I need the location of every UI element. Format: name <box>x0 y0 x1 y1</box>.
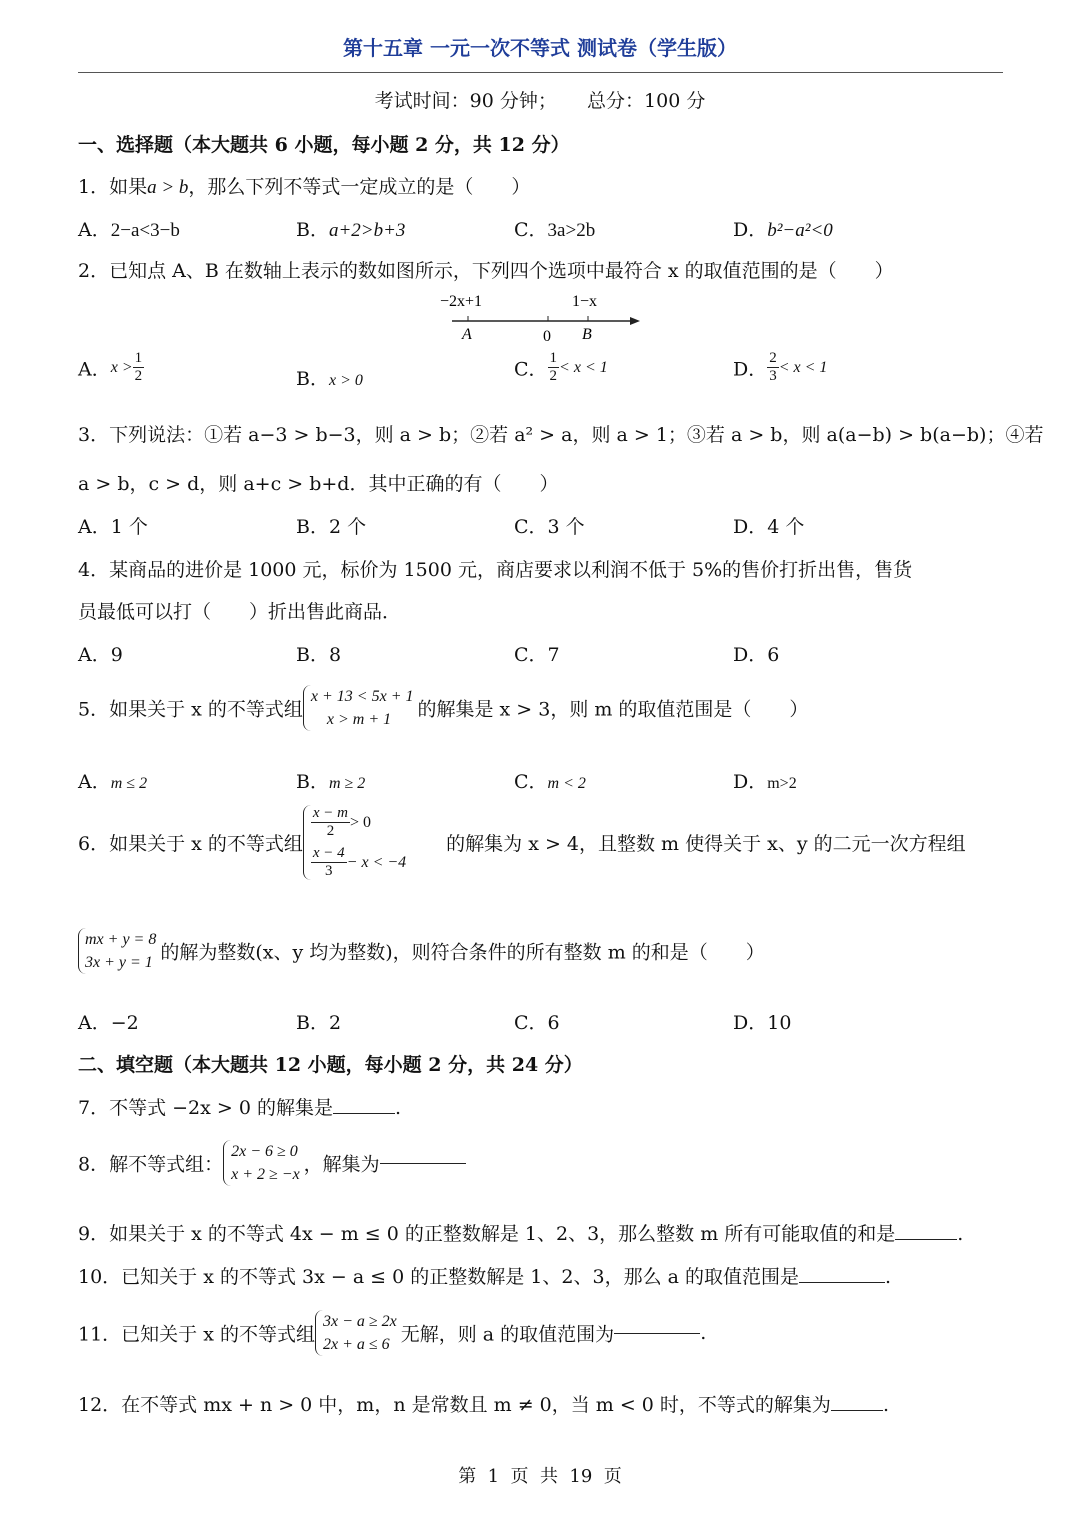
question-10: 10．已知关于 x 的不等式 3x − a ≤ 0 的正整数解是 1、2、3，那么 a 的取值范围是 . <box>78 1266 892 1288</box>
question-5: 5．如果关于 x 的不等式组 x + 13 < 5x + 1 x > m + 1 的解集是 x > 3，则 m 的取值范围是（ ） <box>78 685 808 731</box>
label-a: A <box>462 326 472 343</box>
q6-equation-system: mx + y = 8 3x + y = 1 <box>78 928 160 974</box>
question-3-line-1: 3．下列说法：①若 a−3 > b−3，则 a > b；②若 a² > a，则 a > 1；③若 a > b，则 a(a−b) > b(a−b)；④若 <box>78 424 1044 446</box>
label-b-top: 1−x <box>572 293 598 310</box>
question-4-line-2: 员最低可以打（ ）折出售此商品． <box>78 601 402 623</box>
answer-blank-10[interactable] <box>799 1281 885 1283</box>
q6-system: $\frac{x - m}{2}$ > 0 $\frac{x - 4}{3}$ − x < −4 <box>303 805 446 880</box>
section-title-choice: 一、选择题（本大题共 6 小题，每小题 2 分，共 12 分） <box>78 134 570 156</box>
q5-option-a: A．m ≤ 2 <box>78 771 148 793</box>
question-8: 8．解不等式组： 2x − 6 ≥ 0 x + 2 ≥ −x ，解集为 <box>78 1140 466 1186</box>
question-3-line-2: a > b，c > d，则 a+c > b+d．其中正确的有（ ） <box>78 473 559 495</box>
exam-info: 考试时间：90 分钟； 总分：100 分 <box>374 90 706 112</box>
q4-option-c: C．7 <box>514 644 560 666</box>
q1-option-a: A．2−a<3−b <box>78 219 180 241</box>
question-7: 7．不等式 −2x > 0 的解集是 . <box>78 1097 402 1119</box>
q1-pre: 1．如果 <box>78 176 148 198</box>
q6-option-c: C．6 <box>514 1012 560 1034</box>
q4-option-d: D．6 <box>733 644 780 666</box>
q5-option-c: C．m < 2 <box>514 771 586 793</box>
question-1 <box>78 172 530 199</box>
question-12: 12．在不等式 mx + n > 0 中，m，n 是常数且 m ≠ 0，当 m < 0 时，不等式的解集为 . <box>78 1394 889 1416</box>
answer-blank-12[interactable] <box>831 1409 883 1411</box>
question-6: 6．如果关于 x 的不等式组 $\frac{x - m}{2}$ > 0 $\frac{x - 4}{3}$ − x < −4 的解集为 x > 4，且整数 m 使得关于 x、y 的二元一次方程组 <box>78 805 966 879</box>
q5-option-b: B．m ≥ 2 <box>296 771 366 793</box>
answer-blank-11[interactable] <box>614 1332 700 1334</box>
q3-option-c: C．3 个 <box>514 516 585 538</box>
question-9: 9．如果关于 x 的不等式 4x − m ≤ 0 的正整数解是 1、2、3，那么整数 m 所有可能取值的和是 . <box>78 1223 964 1245</box>
label-a-top: −2x+1 <box>440 293 483 310</box>
q1-option-d: D．b²−a²<0 <box>733 219 833 241</box>
q1-option-c: C．3a>2b <box>514 219 596 241</box>
q11-system: 3x − a ≥ 2x 2x + a ≤ 6 <box>315 1310 401 1356</box>
answer-blank-8[interactable] <box>380 1162 466 1164</box>
q5-option-d: D．m>2 <box>733 771 797 793</box>
q1-option-b: B．a+2>b+3 <box>296 219 406 241</box>
q3-option-d: D．4 个 <box>733 516 805 538</box>
q3-option-b: B．2 个 <box>296 516 367 538</box>
q4-option-a: A．9 <box>78 644 123 666</box>
q2-option-c: C． $\frac{1}{2}$ < x < 1 <box>514 350 608 385</box>
number-line-figure <box>430 286 650 346</box>
answer-blank-7[interactable] <box>333 1112 395 1114</box>
page-footer: 第 1 页 共 19 页 <box>458 1466 622 1487</box>
question-6-line-2: mx + y = 8 3x + y = 1 的解为整数(x、y 均为整数)，则符合条件的所有整数 m 的和是（ ） <box>78 928 765 974</box>
q6-option-a: A．−2 <box>78 1012 139 1034</box>
answer-blank-9[interactable] <box>895 1238 957 1240</box>
q5-system: x + 13 < 5x + 1 x > m + 1 <box>303 685 418 731</box>
question-11: 11．已知关于 x 的不等式组 3x − a ≥ 2x 2x + a ≤ 6 无解，则 a 的取值范围为 . <box>78 1310 706 1356</box>
label-zero: 0 <box>543 328 551 345</box>
label-b: B <box>582 326 592 343</box>
q2-option-b: B．x > 0 <box>296 368 363 390</box>
q6-option-d: D．10 <box>733 1012 792 1034</box>
q1-post: ，那么下列不等式一定成立的是（ ） <box>188 176 531 198</box>
q4-option-b: B．8 <box>296 644 342 666</box>
section-title-fill: 二、填空题（本大题共 12 小题，每小题 2 分，共 24 分） <box>78 1054 583 1076</box>
question-4-line-1: 4．某商品的进价是 1000 元，标价为 1500 元，商店要求以利润不低于 5%的售价打折出售，售货 <box>78 559 913 581</box>
page-title: 第十五章 一元一次不等式 测试卷（学生版） <box>343 36 737 60</box>
axis-arrow <box>630 317 640 325</box>
q1-cond: a > b <box>147 177 189 198</box>
header-rule <box>78 72 1003 73</box>
question-2: 2．已知点 A、B 在数轴上表示的数如图所示，下列四个选项中最符合 x 的取值范围的是（ ） <box>78 260 894 282</box>
q2-option-d: D． $\frac{2}{3}$ < x < 1 <box>733 350 828 385</box>
q3-option-a: A．1 个 <box>78 516 148 538</box>
q8-system: 2x − 6 ≥ 0 x + 2 ≥ −x <box>223 1140 304 1186</box>
q6-option-b: B．2 <box>296 1012 342 1034</box>
q2-option-a: A．x > $\frac{1}{2}$ <box>78 350 143 385</box>
